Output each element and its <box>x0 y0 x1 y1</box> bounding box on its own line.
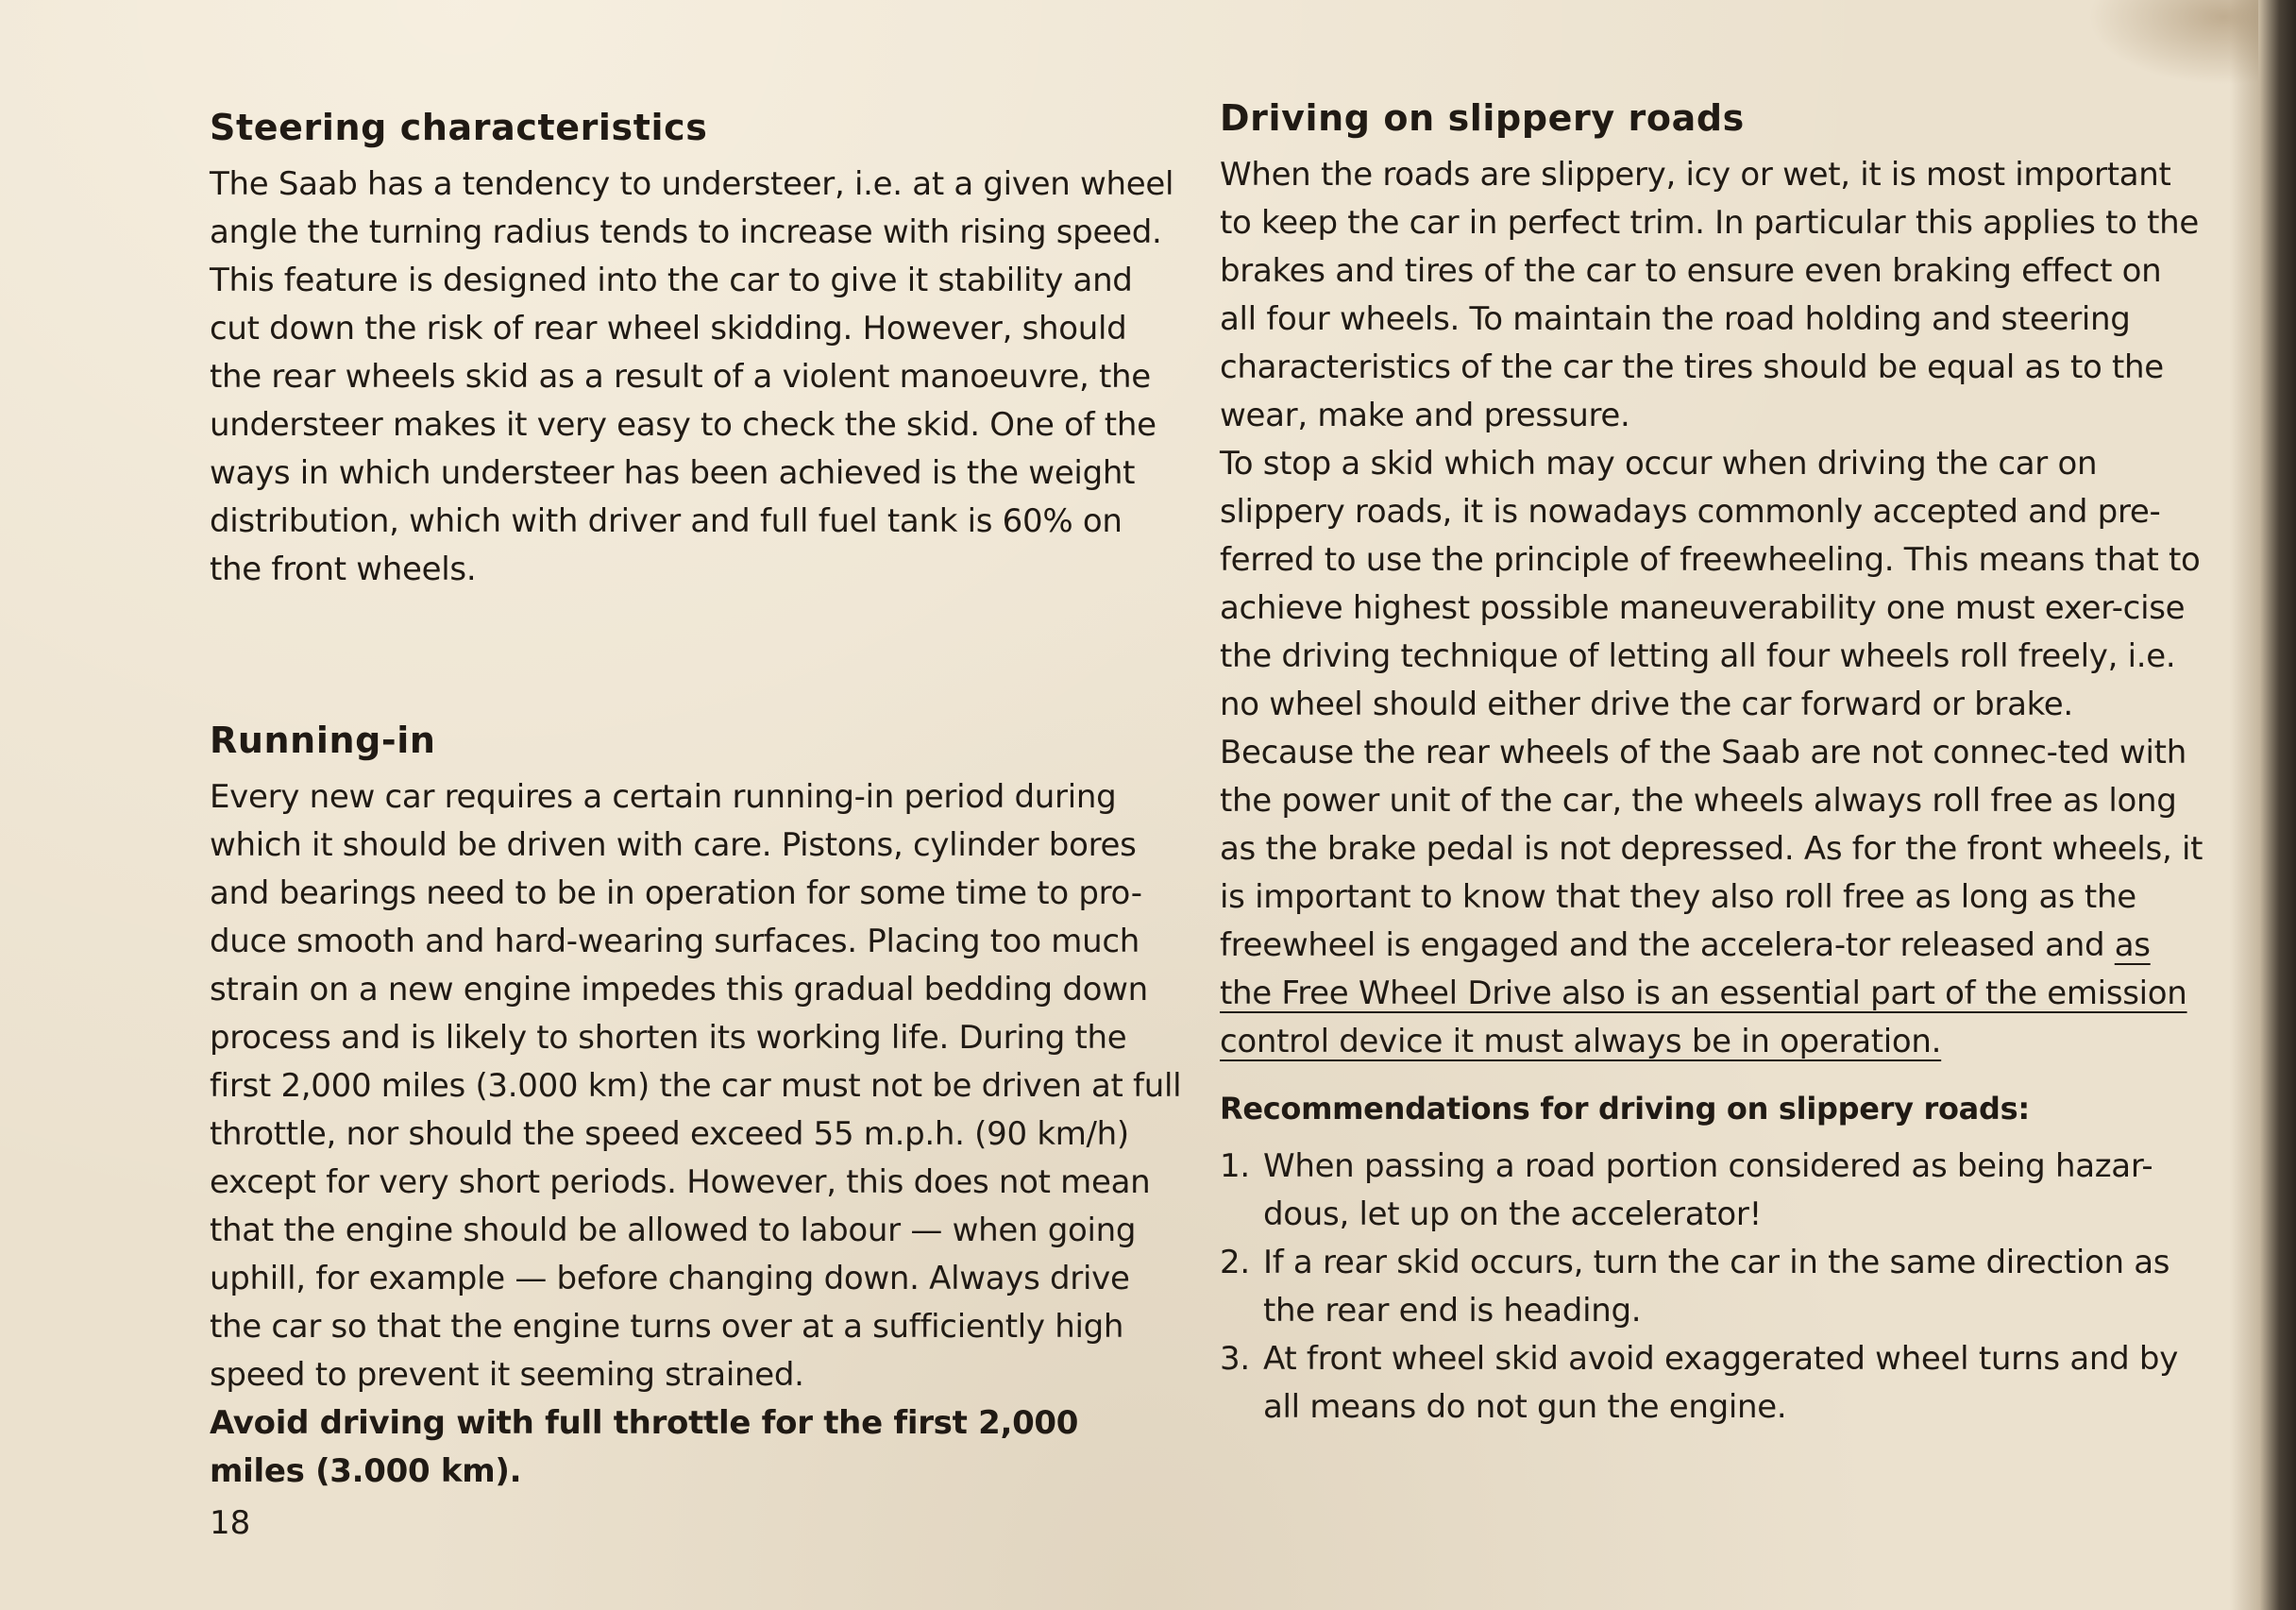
recommendations-heading: Recommendations for driving on slippery roads: <box>1220 1091 2030 1127</box>
recommendations-list <box>1220 1143 2206 1432</box>
running-in-section <box>210 717 1182 1496</box>
slippery-roads-heading: Driving on slippery roads <box>1220 97 1745 139</box>
steering-heading: Steering characteristics <box>210 107 708 148</box>
running-in-body: Every new car requires a certain running-in period during which it should be driven with care. Pistons, cylinder bores and bearings need to be in operation for some time to pro-duce smooth and hard-wearing surfaces. Placing too much strain on a new engine impedes this gradual bedding down process and is likely to shorten its working life. During the first 2,000 miles (3.000 km) the car must not be driven at full throttle, nor should the speed exceed 55 m.p.h. (90 km/h) except for very short periods. However, this does not mean that the engine should be allowed to labour — when going uphill, for example — before changing down. Always drive the car so that the engine turns over at a sufficiently high speed to prevent it seeming strained. <box>210 778 1182 1394</box>
steering-section <box>210 104 1182 594</box>
list-item-text: At front wheel skid avoid exaggerated wheel turns and by all means do not gun the engine. <box>1263 1340 2179 1426</box>
slippery-para-2-text: To stop a skid which may occur when driving the car on slippery roads, it is nowadays commonly accepted and pre-ferred to use the principle of freewheeling. This means that to achieve highest possible maneuverability one must exer-cise the driving technique of letting all four wheels roll freely, i.e. no wheel should either drive the car forward or brake. Because the rear wheels of the Saab are not connec-ted with the power unit of the car, the wheels always roll free as long as the brake pedal is not depressed. As for the front wheels, it is important to know that they also roll free as long as the freewheel is engaged and the accelera-tor released and <box>1220 445 2203 964</box>
emission-control-note: as the Free Wheel Drive also is an essential part of the emission control device it must always be in operation. <box>1220 926 2187 1060</box>
list-item <box>1220 1239 2206 1335</box>
running-in-heading: Running-in <box>210 720 436 761</box>
right-column <box>1220 94 2206 1432</box>
list-item-number: 3. <box>1220 1340 1250 1378</box>
left-column <box>210 104 1182 1496</box>
list-item-text: If a rear skid occurs, turn the car in the same direction as the rear end is heading. <box>1263 1244 2170 1330</box>
slippery-para-1: When the roads are slippery, icy or wet, it is most important to keep the car in perfect trim. In particular this applies to the brakes and tires of the car to ensure even braking effect on all four wheels. To maintain the road holding and steering characteristics of the car the tires should be equal as to the wear, make and pressure. <box>1220 156 2200 434</box>
list-item-text: When passing a road portion considered as being hazar-dous, let up on the accelerator! <box>1263 1147 2153 1233</box>
list-item-number: 1. <box>1220 1147 1250 1185</box>
page-binding-edge <box>2230 0 2296 1610</box>
running-in-bold-note: Avoid driving with full throttle for the first 2,000 miles (3.000 km). <box>210 1404 1079 1490</box>
list-item <box>1220 1335 2206 1432</box>
page-number: 18 <box>210 1504 251 1542</box>
list-item <box>1220 1143 2206 1239</box>
list-item-number: 2. <box>1220 1244 1250 1281</box>
steering-body: The Saab has a tendency to understeer, i.e. at a given wheel angle the turning radius tends to increase with rising speed. This feature is designed into the car to give it stability and cut down the risk of rear wheel skidding. However, should the rear wheels skid as a result of a violent manoeuvre, the understeer makes it very easy to check the skid. One of the ways in which understeer has been achieved is the weight distribution, which with driver and full fuel tank is 60% on the front wheels. <box>210 165 1174 588</box>
slippery-para-2 <box>1220 440 2206 1066</box>
slippery-roads-section <box>1220 94 2206 1432</box>
